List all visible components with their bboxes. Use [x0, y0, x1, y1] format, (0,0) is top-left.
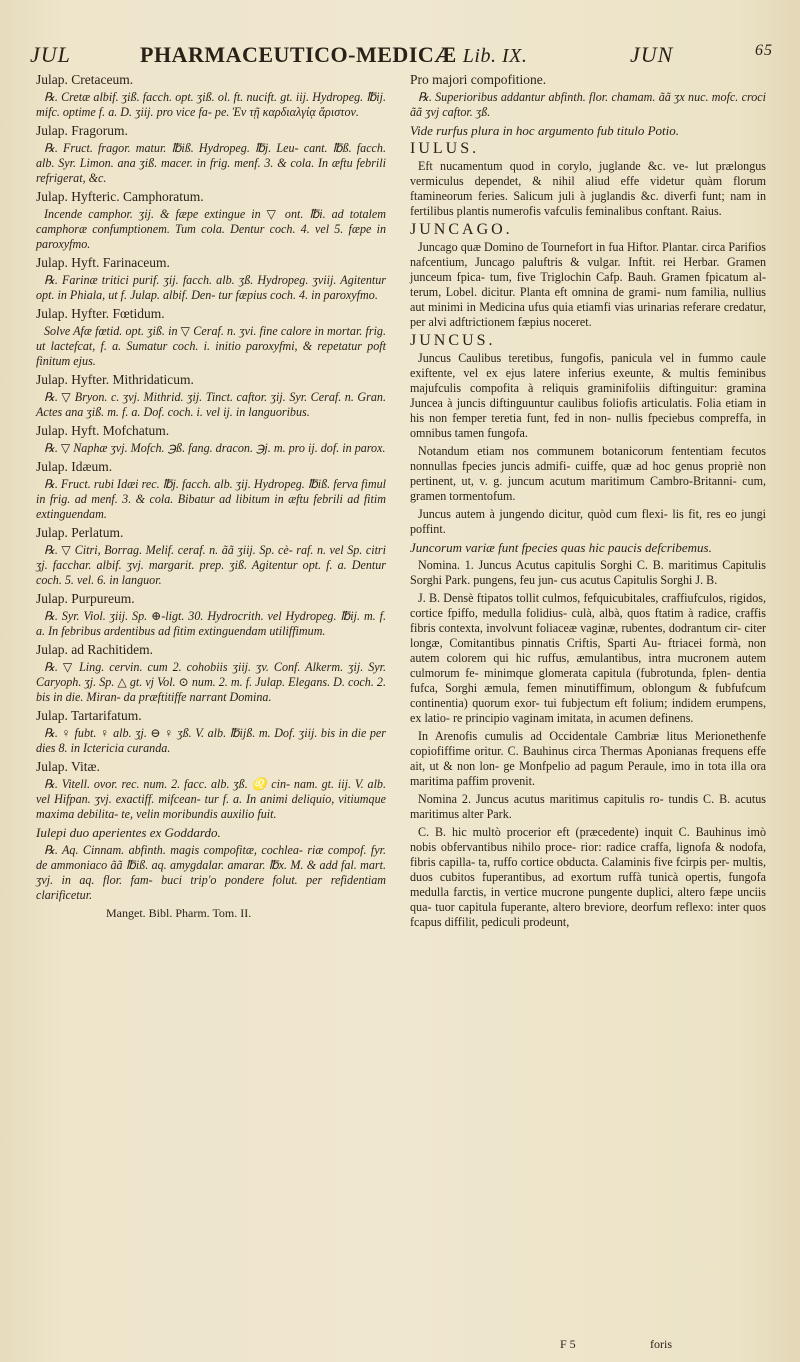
paragraph-text: Notandum etiam nos communem botanicorum fententiam fecutos nonnullas fpecies juncis admifi- cuiffe, quæ ad hoc genus propriè non pertinent, ut, v. g. juncum acutum maritimum Cambro-Britanni- cum, gramen tormentofum.	[410, 444, 766, 503]
page-number: 65	[755, 42, 773, 59]
header-left-month: JUL	[30, 42, 71, 67]
prescription-text: ℞. Fruct. rubi Idæi rec. ℔j. facch. alb. ʒij. Hydropeg. ℔iß. ferva fimul in frig. ad menf. 3. & cola. Bibatur ad libitum in æftu febrili ad fitim extinguendam.	[36, 477, 386, 521]
catchword: foris	[650, 1337, 672, 1351]
section-heading: Julap. Cretaceum.	[36, 72, 134, 87]
header-right-month: JUN	[630, 42, 674, 67]
paragraph-text: Nomina. 1. Juncus Acutus capitulis Sorghi C. B. maritimus Capitulis Sorghi Park. pungens, feu jun- cus acutus Capitulis Sorghi J. B.	[410, 558, 766, 587]
entry-title: JUNCAGO.	[410, 221, 513, 238]
section-subheading: Juncorum variæ funt fpecies quas hic paucis defcribemus.	[410, 540, 712, 555]
prescription-text: ℞. ♀ fubt. ♀ alb. ʒj. ⊖ ♀ ʒß. V. alb. ℔ijß. m. Dof. ʒiij. bis in die per dies 8. in Ictericia curanda.	[36, 726, 386, 755]
paragraph-text: J. B. Densè ftipatos tollit culmos, fefquicubitales, craffiufculos, rigidos, cortice fpiffo, medulla folidius- culà, albà, quos ftatim à radice, craffis fibris contexta, involvunt foliaceæ vaginæ, rubentes, dodrantum cir- citer longæ, Comitantibus pinnatis Criftis, Sparti Au- ftriacei formà, non autem colorem qui hic ruffus, æmulantibus, intra mucronem autem culmorum fe- minimque glomerata capitula (fubrotunda, fplen- dentia fufca, Sorghi æmula, femen minutiffimum, oblongum & fubfufcum continentia) quorum exor- tui fubjectum eft folium; indidem erumpens, ex latio- re principio vaginam imitata, in acumen definens.	[410, 591, 766, 725]
prescription-text: ℞. Vitell. ovor. rec. num. 2. facc. alb. ʒß. ♌ cin- nam. gt. iij. V. alb. vel Hifpan. ʒvj. exactiff. mifcean- tur f. a. In animi deliquio, vitiumque maxima debilita- te, velin moribundis auxilio fuit.	[36, 777, 386, 821]
prescription-text: ℞. Cretæ albif. ʒiß. facch. opt. ʒiß. ol. ft. nucift. gt. iij. Hydropeg. ℔ij. mifc. optime f. a. D. ʒiij. pro vice fa- pe. Ἐν τῇ καρδιαλγίᾳ ἄριστον.	[36, 90, 386, 119]
paragraph-text: In Arenofis cumulis ad Occidentale Cambriæ litus Merionethenfe copiofiffime oritur. C. Bauhinus circa Thermas Aponianas frequens effe ait, ut & non lon- ge Monfpelio ad pagum Peraule, imo in tota illa ora maritima paffim provenit.	[410, 729, 766, 788]
prescription-text: ℞. ▽ Bryon. c. ʒvj. Mithrid. ʒij. Tinct. caftor. ʒij. Syr. Ceraf. n. Gran. Actes ana ʒiß. m. f. a. Dof. coch. i. vel ij. in languoribus.	[36, 390, 386, 419]
section-subheading: Iulepi duo aperientes ex Goddardo.	[36, 825, 221, 840]
paragraph-text: Nomina 2. Juncus acutus maritimus capitulis ro- tundis C. B. acutus maritimus alter Park.	[410, 792, 766, 821]
section-heading: Julap. Hyft. Farinaceum.	[36, 255, 170, 270]
header-book-number: Lib. IX.	[462, 45, 528, 67]
entry-title: JUNCUS.	[410, 332, 496, 349]
header-title-text: PHARMACEUTICO-MEDICÆ	[140, 42, 457, 67]
prescription-text: ℞. Superioribus addantur abfinth. flor. chamam. ãã ʒx nuc. mofc. croci ãã ʒvj caftor. ʒß.	[410, 90, 766, 119]
prescription-text: ℞. ▽ Citri, Borrag. Melif. ceraf. n. ãã ʒiij. Sp. cè- raf. n. vel Sp. citri ʒj. facchar. albif. ʒvj. margarit. prep. ʒiß. Agitentur opt. f. a. Dentur coch. 5. vel. 6. in languor.	[36, 543, 386, 587]
prescription-text: Incende camphor. ʒij. & fæpe extingue in ▽ ont. ℔i. ad totalem camphoræ confumptionem. Tum cola. Dentur coch. 4. vel 5. fæpe in paroxyfmo.	[36, 207, 386, 251]
prescription-text: ℞. Fruct. fragor. matur. ℔iß. Hydropeg. ℔j. Leu- cant. ℔ß. facch. alb. Syr. Limon. ana ʒiß. macer. in frig. menf. 3. & cola. In æftu febrili refrigerat, &c.	[36, 141, 386, 185]
prescription-text: ℞. Aq. Cinnam. abfinth. magis compofitæ, cochlea- riæ compof. fyr. de ammoniaco ãã ℔iß. aq. amygdalar. amarar. ℔x. M. & add fal. mart. ʒvj. in aq. flor. fam- buci trip'o pondere folut. per refidentiam clarificetur.	[36, 843, 386, 902]
footer-citation: Manget. Bibl. Pharm. Tom. II.	[106, 906, 252, 920]
header-title	[140, 42, 527, 68]
left-column	[36, 72, 386, 924]
section-heading: Julap. Tartarifatum.	[36, 708, 142, 723]
section-heading: Julap. Idæum.	[36, 459, 113, 474]
section-heading: Julap. Hyfteric. Camphoratum.	[36, 189, 204, 204]
right-column	[410, 72, 766, 933]
paragraph-text: Juncus Caulibus teretibus, fungofis, panicula vel in fummo caule exiftente, vel ex ejus latere inferius exeunte, & multis feminibus majufculis compofita à reliquis graminifoliis diftinguitur: gramina Juncea à juncis diftinguuntur caulibus foliofis articulatis. Folia etiam in his non femper teretia funt, fed in non- nullis fpeciebus compreffa, in omnibus tamen fungofa.	[410, 351, 766, 440]
paragraph-text: Juncago quæ Domino de Tournefort in fua Hiftor. Plantar. circa Parifios nafcentium, Juncago paluftris & vulgar. Inftit. rei Herbar. Gramen junceum fpica- tum, five Triglochin Cafp. Bauh. Gramen fpicatum al- terum, Lobel. dicitur. Planta eft omnina de grami- num familia, nullius aut minimi in Medicina ufus quia etiamfi vias urinarias referare credatur, per alvi adftrictionem fæpius noceret.	[410, 240, 766, 329]
section-heading: Julap. ad Rachitidem.	[36, 642, 153, 657]
section-heading: Julap. Purpureum.	[36, 591, 135, 606]
prescription-text: ℞. ▽ Naphæ ʒvj. Mofch. ℈ß. fang. dracon. ℈j. m. pro ij. dof. in parox.	[44, 441, 386, 455]
section-heading: Julap. Hyfter. Mithridaticum.	[36, 372, 194, 387]
section-heading: Julap. Fragorum.	[36, 123, 128, 138]
cross-reference-note: Vide rurfus plura in hoc argumento fub titulo Potio.	[410, 123, 680, 138]
prescription-text: ℞. Farinæ tritici purif. ʒij. facch. alb. ʒß. Hydropeg. ʒviij. Agitentur opt. in Phiala, ut f. Julap. albif. Den- tur fæpius coch. 4. in paroxyfmo.	[36, 273, 386, 302]
section-heading: Julap. Hyfter. Fœtidum.	[36, 306, 165, 321]
prescription-text: ℞. Syr. Viol. ʒiij. Sp. ⊕-ligt. 30. Hydrocrith. vel Hydropeg. ℔ij. m. f. a. In febribus ardentibus ad fitim extinguendam utiliffimum.	[36, 609, 386, 638]
prescription-text: ℞. ▽ Ling. cervin. cum 2. cohobiis ʒiij. ʒv. Conf. Alkerm. ʒij. Syr. Caryoph. ʒj. Sp. △ gt. vj Vol. ⊙ num. 2. m. f. Julap. Elegans. D. coch. 2. bis in die. Miran- da præftitiffe narrant Domina.	[36, 660, 386, 704]
paragraph-text: Eft nucamentum quod in corylo, juglande &c. ve- lut prælongus vermiculus dependet, & nihil aliud effe videtur quàm florum ftamineorum feries. Salicum juli à juglandis &c. diverfi funt; nam in fertilibus plantis numerofis vafculis feminalibus conftant. Raius.	[410, 159, 766, 218]
section-heading: Julap. Perlatum.	[36, 525, 124, 540]
entry-title: IULUS.	[410, 140, 480, 157]
paragraph-text: Juncus autem à jungendo dicitur, quòd cum flexi- lis fit, res eo jungi poffint.	[410, 507, 766, 536]
section-heading: Pro majori compofitione.	[410, 72, 547, 87]
prescription-text: Solve Afæ fœtid. opt. ʒiß. in ▽ Ceraf. n. ʒvi. fine calore in mortar. frig. ut lactefcat, f. a. Sumatur coch. i. initio paroxyfmi, & repetatur poft finitum ejus.	[36, 324, 386, 368]
running-header	[30, 36, 780, 70]
signature-mark: F 5	[560, 1337, 576, 1351]
section-heading: Julap. Vitæ.	[36, 759, 100, 774]
section-heading: Julap. Hyft. Mofchatum.	[36, 423, 170, 438]
paragraph-text: C. B. hic multò procerior eft (præcedente) inquit C. Bauhinus imò nobis obfervantibus nihilo proce- rior: radice craffa, lignofa & nodofa, fibris capilla- ta, ruffo cortice obducta. Calaminis five fcirpis per- multis, duos cubitos fuperantibus, ad exortum ruffà tunicà opertis, fungofa medulla farctis, in vertice mucrone pungente duplici, altero fæpe unciis qua- tuor capitula fuperante, altero breviore, deorfum reflexo: inter quos fcapus diffilit, pediculi prodeunt,	[410, 825, 766, 929]
